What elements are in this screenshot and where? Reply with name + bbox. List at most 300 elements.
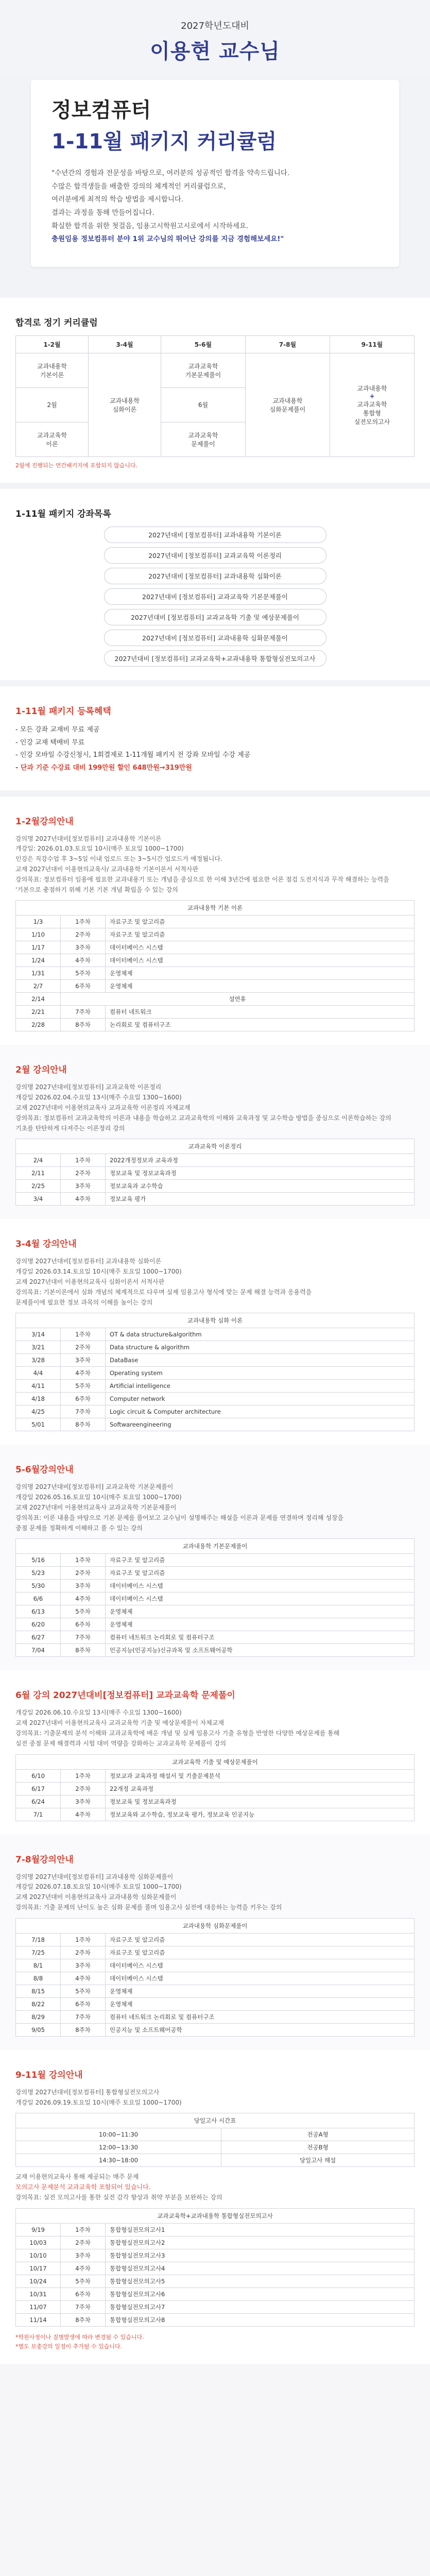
sep-time-table bbox=[15, 2113, 415, 2167]
hero-subtitle: 1-11월 패키지 커리큘럼 bbox=[51, 130, 277, 154]
row-date: 3/14 bbox=[16, 1328, 61, 1341]
jun-title: 6월 강의 2027년대비[정보컴퓨터] 교과교육학 문제풀이 bbox=[15, 1690, 235, 1701]
divider bbox=[0, 680, 430, 686]
row-week: 1주차 bbox=[61, 1554, 106, 1567]
meta-line: 강의명 2027년대비[정보컴퓨터] 교과내용학 심화문제풀이 bbox=[15, 1873, 174, 1880]
enroll-title: 1-11월 패키지 등록혜택 bbox=[15, 706, 111, 717]
meta-line: 강의명 2027년대비[정보컴퓨터] 교과교육학 기본문제풀이 bbox=[15, 1483, 174, 1491]
table-row bbox=[16, 1592, 415, 1605]
table-row bbox=[16, 1328, 415, 1341]
package-item[interactable]: 2027년대비 [정보컴퓨터] 교과교육학 기출 및 예상문제풀이 bbox=[104, 609, 326, 625]
row-content: DataBase bbox=[106, 1354, 415, 1367]
table-row bbox=[16, 2154, 415, 2167]
row-week: 3주차 bbox=[61, 1959, 106, 1972]
hero-line: 수많은 합격생들을 배출한 강의의 체계적인 커리큘럼으로, bbox=[51, 182, 226, 191]
package-item[interactable]: 2027년대비 [정보컴퓨터] 교과내용학 심화문제풀이 bbox=[104, 630, 326, 646]
row-date: 2/25 bbox=[16, 1180, 61, 1193]
meta-line: 중점 문제를 정확하게 이해하고 풀 수 있는 강의 bbox=[15, 1524, 143, 1532]
row-content: 데이터베이스 시스템 bbox=[106, 941, 415, 954]
enroll-section bbox=[0, 686, 430, 790]
meta-line: 개강일 2026.06.10.수요일 13시(매주 수요일 1300~1600) bbox=[15, 1709, 182, 1717]
hero-line: "수년간의 경험과 전문성을 바탕으로, 여러분의 성공적인 합격을 약속드립니다. bbox=[51, 169, 290, 177]
hero bbox=[0, 75, 430, 298]
row-date: 1/17 bbox=[16, 941, 61, 954]
row-week: 3주차 bbox=[61, 1354, 106, 1367]
row-week: 7주차 bbox=[61, 2300, 106, 2313]
table-row bbox=[16, 2023, 415, 2036]
row-week: 4주차 bbox=[61, 954, 106, 967]
sep-title: 9-11월 강의안내 bbox=[15, 2070, 83, 2080]
meta-line: 강의명 2027년대비[정보컴퓨터] 교과내용학 심화이론 bbox=[15, 1258, 162, 1265]
sep-schedule bbox=[15, 2208, 415, 2327]
row-week: 5주차 bbox=[61, 1605, 106, 1618]
table-row bbox=[16, 1985, 415, 1997]
meta-line: 강의명 2027년대비[정보컴퓨터] 통합형실전모의고사 bbox=[15, 2088, 160, 2096]
row-date: 6/24 bbox=[16, 1795, 61, 1808]
package-item[interactable]: 2027년대비 [정보컴퓨터] 교과내용학 기본이론 bbox=[104, 527, 326, 543]
curriculum-title: 합격로 정기 커리큘럼 bbox=[15, 317, 98, 328]
row-date: 6/20 bbox=[16, 1618, 61, 1631]
row-date: 2/21 bbox=[16, 1006, 61, 1019]
meta-line: 교재 2027년대비 이용현의교육사 교과내용학 심화문제풀이 bbox=[15, 1893, 177, 1901]
package-item[interactable]: 2027년대비 [정보컴퓨터] 교과교육학 이론정리 bbox=[104, 547, 326, 564]
meta-line: 강의목표: 실전 모의고사를 통한 실전 감각 향상과 취약 부분을 보완하는 강의 bbox=[15, 2193, 222, 2201]
curriculum-section bbox=[0, 298, 430, 483]
table-row bbox=[16, 2249, 415, 2262]
row-week: 7주차 bbox=[61, 1631, 106, 1644]
hero-title: 정보컴퓨터 bbox=[51, 98, 151, 122]
may-section bbox=[0, 1445, 430, 1670]
curriculum-cell-month: 6월 bbox=[161, 387, 245, 422]
row-week: 4주차 bbox=[61, 2262, 106, 2275]
row-week: 2주차 bbox=[61, 1167, 106, 1180]
row-week: 7주차 bbox=[61, 2010, 106, 2023]
row-content: 운영체제 bbox=[106, 1605, 415, 1618]
time-slot: 10:00~11:30 bbox=[16, 2128, 221, 2141]
schedule-caption: 교과교육학+교과내용학 통합형실전모의고사 bbox=[15, 2208, 415, 2223]
row-week: 1주차 bbox=[61, 1769, 106, 1782]
row-week: 6주차 bbox=[61, 1393, 106, 1405]
row-date: 10/03 bbox=[16, 2236, 61, 2249]
meta-line: 강의목표: 정보컴퓨터 교과교육학의 이론과 내용을 학습하고 교과교육학의 이해와 교육과정 및 교수학습 방법을 중심으로 이론학습하는 강의 bbox=[15, 1114, 391, 1122]
time-slot: 12:00~13:30 bbox=[16, 2141, 221, 2154]
row-date: 6/13 bbox=[16, 1605, 61, 1618]
feb-meta bbox=[15, 1082, 415, 1133]
row-week: 2주차 bbox=[61, 1946, 106, 1959]
row-content: Logic circuit & Computer architecture bbox=[106, 1405, 415, 1418]
row-week: 8주차 bbox=[61, 2313, 106, 2326]
mar-schedule bbox=[15, 1313, 415, 1431]
package-item[interactable]: 2027년대비 [정보컴퓨터] 교과교육학+교과내용학 통합형실전모의고사 bbox=[104, 650, 326, 667]
curriculum-table bbox=[15, 335, 415, 457]
row-content: 데이터베이스 시스템 bbox=[106, 1959, 415, 1972]
row-content: 데이터베이스 시스템 bbox=[106, 1580, 415, 1592]
row-week: 1주차 bbox=[61, 916, 106, 928]
row-content: 정보교육 및 정보교육과정 bbox=[106, 1795, 415, 1808]
header bbox=[0, 0, 430, 75]
jan-section bbox=[0, 796, 430, 1045]
row-content: 통합형실전모의고사8 bbox=[106, 2313, 415, 2326]
row-content: Artificial intelligence bbox=[106, 1380, 415, 1393]
row-date: 8/29 bbox=[16, 2010, 61, 2023]
hero-emphasis-line: 충원임용 정보컴퓨터 분야 1위 교수님의 뛰어난 강의를 지금 경험해보세요!" bbox=[51, 235, 284, 244]
table-row bbox=[16, 1782, 415, 1795]
package-item[interactable]: 2027년대비 [정보컴퓨터] 교과교육학 기본문제풀이 bbox=[104, 588, 326, 605]
table-row bbox=[16, 967, 415, 980]
jan-schedule bbox=[15, 900, 415, 1031]
table-row bbox=[16, 1808, 415, 1821]
mar-section bbox=[0, 1219, 430, 1445]
row-week: 2주차 bbox=[61, 2236, 106, 2249]
time-label: 당일고사 해설 bbox=[221, 2154, 415, 2167]
row-week: 2주차 bbox=[61, 1341, 106, 1354]
row-week: 6주차 bbox=[61, 1997, 106, 2010]
meta-line: 교재 2027년대비 이용현의교육사 교과교육학 이론정리 자체교재 bbox=[15, 1104, 191, 1111]
meta-line: 강의목표: 정보컴퓨터 임용에 필요한 교과내용기 또는 개념을 중심으로 한 이해 3년간에 필요한 이론 점검 도전지식과 무작 해결하는 능력을 bbox=[15, 875, 389, 883]
may-schedule bbox=[15, 1538, 415, 1657]
table-row bbox=[16, 1167, 415, 1180]
schedule-caption: 교과내용학 기본문제풀이 bbox=[15, 1538, 415, 1553]
table-row bbox=[16, 2300, 415, 2313]
schedule-caption: 교과교육학 이론정리 bbox=[15, 1139, 415, 1154]
row-date: 5/30 bbox=[16, 1580, 61, 1592]
row-date: 1/31 bbox=[16, 967, 61, 980]
row-date: 5/23 bbox=[16, 1567, 61, 1580]
table-row bbox=[16, 1933, 415, 1946]
may-meta bbox=[15, 1482, 415, 1533]
row-date: 4/18 bbox=[16, 1393, 61, 1405]
meta-line: 강의명 2027년대비[정보컴퓨터] 교과내용학 기본이론 bbox=[15, 835, 162, 842]
mar-title: 3-4월 강의안내 bbox=[15, 1239, 77, 1250]
table-row bbox=[16, 2313, 415, 2326]
enroll-item: - 모든 강좌 교재비 무료 제공 bbox=[15, 725, 100, 734]
table-row bbox=[16, 1769, 415, 1782]
row-content: 자료구조 및 알고리즘 bbox=[106, 916, 415, 928]
meta-line: 강의목표: 기출문제의 분석 이해와 교과교육학에 배운 개념 및 실제 임용고사 기출 유형을 반영한 다양한 예상문제를 통해 bbox=[15, 1729, 340, 1737]
row-content: 자료구조 및 알고리즘 bbox=[106, 1946, 415, 1959]
table-row bbox=[16, 1631, 415, 1644]
row-content: 통합형실전모의고사4 bbox=[106, 2262, 415, 2275]
row-date: 8/8 bbox=[16, 1972, 61, 1985]
meta-line: 강의명 2027년대비[정보컴퓨터] 교과교육학 이론정리 bbox=[15, 1083, 162, 1091]
table-row bbox=[16, 1418, 415, 1431]
row-date: 11/07 bbox=[16, 2300, 61, 2313]
meta-line: 개강일 2026.07.18.토요일 10시(매주 토요일 1000~1700) bbox=[15, 1883, 182, 1891]
row-content: OT & data structure&algorithm bbox=[106, 1328, 415, 1341]
meta-line: 교재 2027년대비 이용현의교육사 심화이론서 서적사판 bbox=[15, 1278, 165, 1285]
row-date: 8/15 bbox=[16, 1985, 61, 1997]
row-content: 통합형실전모의고사2 bbox=[106, 2236, 415, 2249]
row-date: 10/24 bbox=[16, 2275, 61, 2287]
meta-line: 개강일 2026.09.19.토요일 10시(매주 토요일 1000~1700) bbox=[15, 2098, 182, 2106]
table-row bbox=[16, 1380, 415, 1393]
table-row bbox=[16, 1567, 415, 1580]
curriculum-cell: 교과교육학 기본문제풀이 bbox=[161, 353, 245, 387]
meta-line: 교재 2027년대비 이용현의교육사 교과교육학 기본문제풀이 bbox=[15, 1503, 177, 1511]
row-week: 2주차 bbox=[61, 1782, 106, 1795]
meta-line: 교재 2027년대비 이용현의교육사 교과교육학 기출 및 예상문제풀이 자체교재 bbox=[15, 1719, 225, 1727]
meta-line: 교재 2027년대비 이용현의교육사/ 교과내용학 기본이론서 서적사판 bbox=[15, 865, 199, 873]
table-row bbox=[16, 2141, 415, 2154]
table-row bbox=[16, 1554, 415, 1567]
curriculum-header: 1-2월 bbox=[16, 335, 89, 353]
meta-line: 강의목표: 기출 문제의 난이도 높은 심화 문제를 풀며 임용고사 실전에 대응하는 능력을 키우는 강의 bbox=[15, 1903, 282, 1911]
curriculum-note: 2월에 진행되는 연간패키지에 포함되지 않습니다. bbox=[15, 462, 137, 469]
meta-line: 기초를 탄탄하게 다져주는 이론정리 강의 bbox=[15, 1124, 125, 1132]
row-week: 8주차 bbox=[61, 2023, 106, 2036]
row-content: 운영체제 bbox=[106, 1985, 415, 1997]
row-date: 7/1 bbox=[16, 1808, 61, 1821]
row-content: Computer network bbox=[106, 1393, 415, 1405]
row-date: 8/22 bbox=[16, 1997, 61, 2010]
divider bbox=[0, 483, 430, 489]
table-row bbox=[16, 1019, 415, 1031]
table-row bbox=[16, 916, 415, 928]
row-content: 통합형실전모의고사5 bbox=[106, 2275, 415, 2287]
row-content: 인공지능 및 소프트웨어공학 bbox=[106, 2023, 415, 2036]
row-content: 자료구조 및 알고리즘 bbox=[106, 928, 415, 941]
curriculum-cell: 교과내용학 심화문제풀이 bbox=[245, 353, 330, 456]
row-week: 1주차 bbox=[61, 1154, 106, 1167]
meta-line: 인강은 직강수업 후 3~5일 이내 업로드 또는 3~5시간 업로드가 예정됩니다. bbox=[15, 855, 222, 863]
row-content: 논리회로 및 컴퓨터구조 bbox=[106, 1019, 415, 1031]
row-date: 2/4 bbox=[16, 1154, 61, 1167]
table-row bbox=[16, 980, 415, 993]
row-week: 4주차 bbox=[61, 1367, 106, 1380]
row-content: 통합형실전모의고사6 bbox=[106, 2287, 415, 2300]
jun-section bbox=[0, 1670, 430, 1834]
row-date: 7/18 bbox=[16, 1933, 61, 1946]
sep-note: *별도 보충강의 일정이 추가될 수 있습니다. bbox=[15, 2343, 123, 2350]
curriculum-cell: 교과내용학 기본이론 bbox=[16, 353, 89, 387]
row-content: 통합형실전모의고사1 bbox=[106, 2223, 415, 2236]
row-content: 운영체제 bbox=[106, 967, 415, 980]
enroll-item: - 단과 기준 수강료 대비 199만원 할인 648만원→319만원 bbox=[15, 764, 192, 772]
row-content: 운영체제 bbox=[106, 980, 415, 993]
row-content: 통합형실전모의고사3 bbox=[106, 2249, 415, 2262]
meta-line: 모의고사 문제분석 교과교육학 포함되어 있습니다. bbox=[15, 2183, 151, 2191]
jan-title: 1-2월강의안내 bbox=[15, 816, 74, 827]
row-content: 인공지능(인공지능)신규과목 및 소프트웨어공학 bbox=[106, 1644, 415, 1657]
feb-title: 2월 강의안내 bbox=[15, 1065, 67, 1076]
row-content: 정보교과 교육과정 해설서 및 기출문제분석 bbox=[106, 1769, 415, 1782]
jul-meta bbox=[15, 1872, 415, 1913]
hero-card bbox=[31, 80, 399, 267]
row-content: 정보교육 및 정보교육과정 bbox=[106, 1167, 415, 1180]
row-date: 3/4 bbox=[16, 1193, 61, 1206]
row-date: 9/05 bbox=[16, 2023, 61, 2036]
row-date: 6/17 bbox=[16, 1782, 61, 1795]
row-date: 6/10 bbox=[16, 1769, 61, 1782]
enroll-item: - 인강 교재 택배비 무료 bbox=[15, 738, 85, 747]
row-date: 10/31 bbox=[16, 2287, 61, 2300]
table-row bbox=[16, 1341, 415, 1354]
row-week: 4주차 bbox=[61, 1972, 106, 1985]
row-week: 2주차 bbox=[61, 928, 106, 941]
curriculum-plus: + bbox=[369, 392, 375, 400]
row-date: 7/04 bbox=[16, 1644, 61, 1657]
row-week: 3주차 bbox=[61, 1795, 106, 1808]
table-row bbox=[16, 1946, 415, 1959]
feb-schedule bbox=[15, 1139, 415, 1206]
table-row bbox=[16, 2236, 415, 2249]
jul-schedule bbox=[15, 1918, 415, 2037]
curriculum-cell: 교과교육학 문제풀이 bbox=[161, 422, 245, 456]
meta-line: 개강일 2026.03.14.토요일 10시(매주 토요일 1000~1700) bbox=[15, 1268, 182, 1276]
row-week: 4주차 bbox=[61, 1808, 106, 1821]
table-row bbox=[16, 1354, 415, 1367]
row-week: 8주차 bbox=[61, 1418, 106, 1431]
table-row bbox=[16, 2010, 415, 2023]
row-week: 3주차 bbox=[61, 941, 106, 954]
row-week: 4주차 bbox=[61, 1193, 106, 1206]
package-item[interactable]: 2027년대비 [정보컴퓨터] 교과내용학 심화이론 bbox=[104, 568, 326, 584]
row-content: 자료구조 및 알고리즘 bbox=[106, 1933, 415, 1946]
schedule-caption: 교과내용학 기본 이론 bbox=[15, 900, 415, 915]
sep-meta2 bbox=[15, 2172, 415, 2202]
row-content: 데이터베이스 시스템 bbox=[106, 1972, 415, 1985]
table-row bbox=[16, 1193, 415, 1206]
row-date: 6/6 bbox=[16, 1592, 61, 1605]
table-row bbox=[16, 1405, 415, 1418]
row-week: 3주차 bbox=[61, 2249, 106, 2262]
row-date: 10/10 bbox=[16, 2249, 61, 2262]
table-row bbox=[16, 1795, 415, 1808]
table-row bbox=[16, 1180, 415, 1193]
meta-line: 개강일 2026.05.16.토요일 10시(매주 토요일 1000~1700) bbox=[15, 1494, 182, 1501]
row-week: 4주차 bbox=[61, 1592, 106, 1605]
table-row bbox=[16, 954, 415, 967]
time-label: 전공B형 bbox=[221, 2141, 415, 2154]
table-row bbox=[16, 2287, 415, 2300]
sep-note: *학원사정이나 질병발생에 따라 변경될 수 있습니다. bbox=[15, 2333, 144, 2341]
row-content: 컴퓨터 네트워크 논리회로 및 컴퓨터구조 bbox=[106, 1631, 415, 1644]
jun-schedule bbox=[15, 1754, 415, 1821]
row-week: 3주차 bbox=[61, 1580, 106, 1592]
table-row bbox=[16, 928, 415, 941]
row-content: 정보교육 평가 bbox=[106, 1193, 415, 1206]
schedule-caption: 당일고사 시간표 bbox=[15, 2113, 415, 2128]
curriculum-text: 교과내용학 bbox=[357, 384, 387, 392]
curriculum-header: 3-4월 bbox=[88, 335, 161, 353]
curriculum-cell: 교과교육학 이론 bbox=[16, 422, 89, 456]
row-week: 5주차 bbox=[61, 1985, 106, 1997]
hero-line: 확실한 합격을 위한 첫걸음, 임용고시학원고시로에서 시작하세요. bbox=[51, 222, 249, 230]
header-title: 이용현 교수님 bbox=[150, 40, 280, 63]
package-section bbox=[0, 489, 430, 680]
row-week: 5주차 bbox=[61, 2275, 106, 2287]
table-row bbox=[16, 1959, 415, 1972]
row-date: 1/24 bbox=[16, 954, 61, 967]
row-date: 8/1 bbox=[16, 1959, 61, 1972]
table-row bbox=[16, 1393, 415, 1405]
curriculum-cell-final bbox=[330, 353, 414, 456]
curriculum-cell: 교과내용학 심화이론 bbox=[88, 353, 161, 456]
table-row bbox=[16, 1580, 415, 1592]
row-date: 9/19 bbox=[16, 2223, 61, 2236]
table-row bbox=[16, 1972, 415, 1985]
row-content: 데이터베이스 시스템 bbox=[106, 954, 415, 967]
meta-line: 강의목표: 이론 내용을 바탕으로 기본 문제를 풀어보고 교수님이 설명해주는 해설을 이론과 문제를 연결하며 정리해 성장을 bbox=[15, 1514, 344, 1521]
row-date: 3/21 bbox=[16, 1341, 61, 1354]
row-date: 2/14 bbox=[16, 993, 61, 1006]
row-week: 2주차 bbox=[61, 1567, 106, 1580]
enroll-item: - 인강 모바일 수강신청시, 1회결제로 1-11개월 패키지 전 강좌 모바일 수강 제공 bbox=[15, 751, 251, 759]
table-row bbox=[16, 1006, 415, 1019]
row-content: 운영체제 bbox=[106, 1997, 415, 2010]
table-row bbox=[16, 993, 415, 1006]
row-content: Operating system bbox=[106, 1367, 415, 1380]
table-row bbox=[16, 2223, 415, 2236]
row-week: 7주차 bbox=[61, 1405, 106, 1418]
row-date: 4/25 bbox=[16, 1405, 61, 1418]
curriculum-header: 7-8월 bbox=[245, 335, 330, 353]
row-week: 6주차 bbox=[61, 980, 106, 993]
row-week: 3주차 bbox=[61, 1180, 106, 1193]
row-date: 2/28 bbox=[16, 1019, 61, 1031]
row-date: 4/11 bbox=[16, 1380, 61, 1393]
jan-meta bbox=[15, 834, 415, 895]
jul-title: 7-8월강의안내 bbox=[15, 1854, 74, 1865]
table-row bbox=[16, 1367, 415, 1380]
row-content: 설연휴 bbox=[61, 993, 415, 1006]
table-row bbox=[16, 1644, 415, 1657]
row-content: 컴퓨터 네트워크 bbox=[106, 1006, 415, 1019]
time-label: 전공A형 bbox=[221, 2128, 415, 2141]
package-title: 1-11월 패키지 강좌목록 bbox=[15, 509, 111, 519]
schedule-caption: 교과교육학 기출 및 예상문제풀이 bbox=[15, 1754, 415, 1769]
row-week: 7주차 bbox=[61, 1006, 106, 1019]
header-subtitle: 2027학년도대비 bbox=[181, 21, 249, 31]
jun-meta bbox=[15, 1708, 415, 1749]
row-date: 1/3 bbox=[16, 916, 61, 928]
sep-section bbox=[0, 2050, 430, 2364]
table-row bbox=[16, 1154, 415, 1167]
mar-meta bbox=[15, 1257, 415, 1308]
row-date: 5/16 bbox=[16, 1554, 61, 1567]
schedule-caption: 교과내용학 심화 이론 bbox=[15, 1313, 415, 1328]
row-content: 정보교육과 교수학습 bbox=[106, 1180, 415, 1193]
row-week: 1주차 bbox=[61, 1933, 106, 1946]
sep-meta bbox=[15, 2088, 415, 2108]
row-content: 2022개정정보과 교육과정 bbox=[106, 1154, 415, 1167]
row-content: 컴퓨터 네트워크 논리회로 및 컴퓨터구조 bbox=[106, 2010, 415, 2023]
table-row bbox=[16, 2262, 415, 2275]
hero-line: 여러분에게 최적의 학습 방법을 제시합니다. bbox=[51, 195, 184, 204]
row-date: 7/25 bbox=[16, 1946, 61, 1959]
row-content: 22개정 교육과정 bbox=[106, 1782, 415, 1795]
row-content: 자료구조 및 알고리즘 bbox=[106, 1554, 415, 1567]
table-row bbox=[16, 941, 415, 954]
row-content: 데이터베이스 시스템 bbox=[106, 1592, 415, 1605]
row-week: 8주차 bbox=[61, 1644, 106, 1657]
hero-line: 결과는 과정을 통해 만들어집니다. bbox=[51, 208, 154, 217]
row-week: 5주차 bbox=[61, 967, 106, 980]
curriculum-cell-month: 2월 bbox=[16, 387, 89, 422]
row-date: 6/27 bbox=[16, 1631, 61, 1644]
row-week: 1주차 bbox=[61, 2223, 106, 2236]
curriculum-header: 9-11월 bbox=[330, 335, 414, 353]
may-title: 5-6월강의안내 bbox=[15, 1465, 74, 1476]
meta-line: 개강일: 2026.01.03.토요일 10시(매주 토요일 1000~1700) bbox=[15, 845, 184, 853]
meta-line: 강의목표: 기본이론에서 심화 개념의 체계적으로 다루며 실제 임용고사 형식에 맞는 문제 해결 능력과 응용력을 bbox=[15, 1288, 312, 1296]
row-date: 3/28 bbox=[16, 1354, 61, 1367]
table-row bbox=[16, 1997, 415, 2010]
row-week: 6주차 bbox=[61, 1618, 106, 1631]
jul-section bbox=[0, 1835, 430, 2050]
meta-line: 개강일 2026.02.04.수요일 13시(매주 수요일 1300~1600) bbox=[15, 1094, 182, 1101]
row-date: 2/7 bbox=[16, 980, 61, 993]
